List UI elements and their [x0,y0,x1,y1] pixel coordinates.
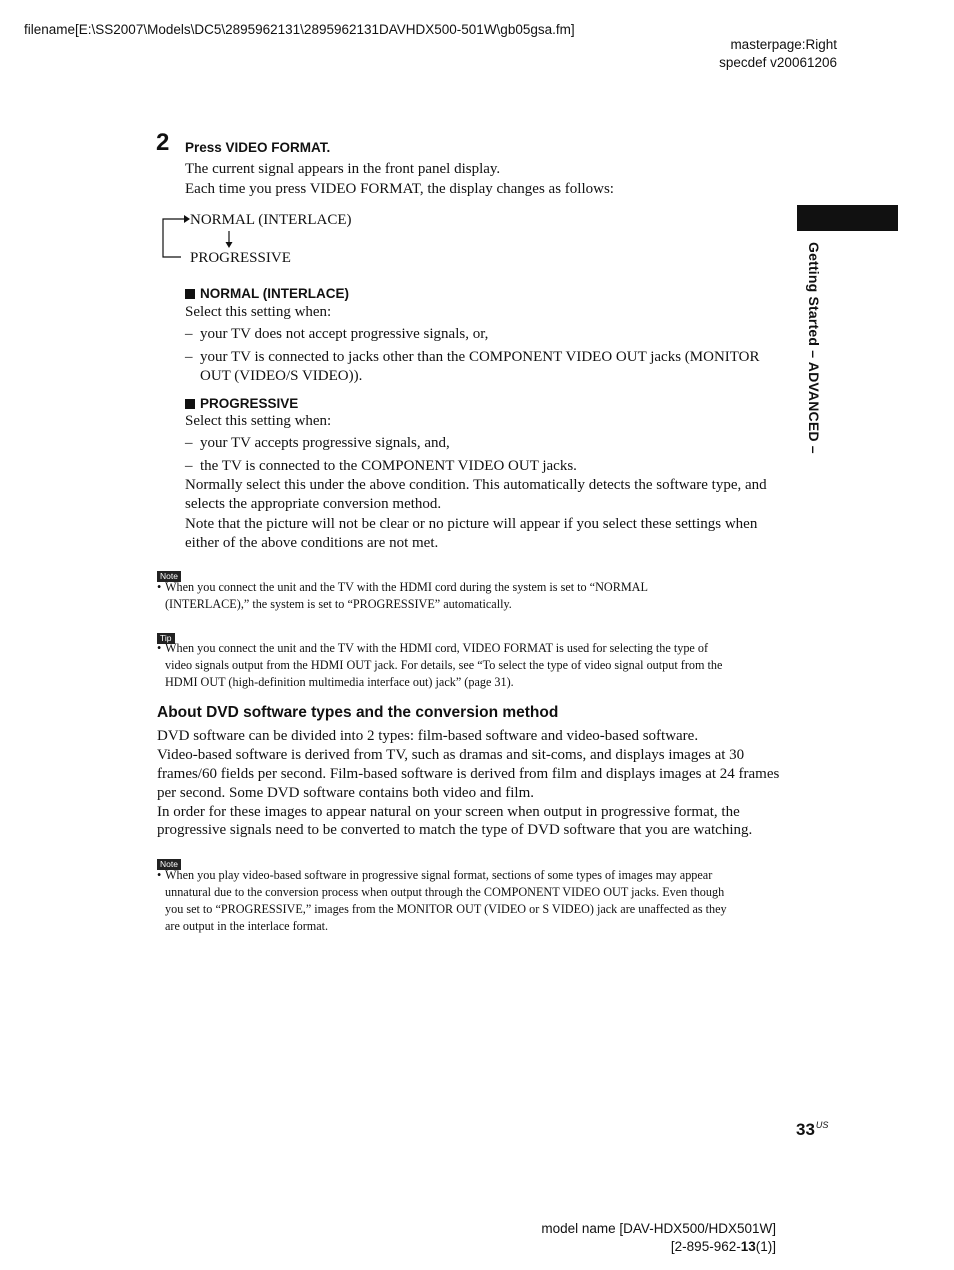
tip-text: • When you connect the unit and the TV with the HDMI cord, VIDEO FORMAT is used for selecting the type of video signals output from the HDMI OUT jack. For details, see “To select the type of video signal output from the HDMI OUT (high-definition multimedia interface out) jack” (page 31). [157,641,723,689]
sidebar-section-label: Getting Started – ADVANCED – [806,242,822,454]
section-line-3: frames/60 fields per second. Film-based software is derived from film and displays images at 24 frames [157,766,780,782]
page-number: $33^{US}$ [796,1120,829,1139]
down-arrow-icon [224,230,236,250]
normal-condition-1: – your TV does not accept progressive signals, or, [185,326,489,342]
progressive-intro: Select this setting when: [185,413,332,429]
note-1-text: • When you connect the unit and the TV with the HDMI cord during the system is set to “NORMAL (INTERLACE),” the system is set to “PROGRESSIVE” automatically. [157,580,648,611]
progressive-condition-2: – the TV is connected to the COMPONENT VIDEO OUT jacks. [185,458,577,474]
progressive-para-1-line-1: Normally select this under the above condition. This automatically detects the software type, and [185,477,767,493]
page-number-suffix: US [815,1120,829,1130]
section-line-4: per second. Some DVD software contains both video and film. [157,785,534,801]
progressive-condition-1: – your TV accepts progressive signals, and, [185,435,450,451]
normal-interlace-heading: NORMAL (INTERLACE) [185,285,349,302]
section-heading: About DVD software types and the conversion method [157,704,559,721]
diagram-normal-interlace: NORMAL (INTERLACE) [190,212,352,228]
normal-condition-2: – your TV is connected to jacks other than the COMPONENT VIDEO OUT jacks (MONITOR OUT (VIDEO/S VIDEO)). [185,349,760,384]
note-2-text: • When you play video-based software in progressive signal format, sections of some types of images may appear unnatural due to the conversion process when output through the COMPONENT VIDEO OUT jacks. Even though you set to “PROGRESSIVE,” images from the MONITOR OUT (VIDEO or S VIDEO) jack are unaffected as they are output in the interlace format. [157,868,727,933]
note-label: Note [157,566,181,584]
section-line-1: DVD software can be divided into 2 types: film-based software and video-based software. [157,728,699,744]
masterpage-header: masterpage:Right [730,37,837,52]
section-line-5: In order for these images to appear natural on your screen when output in progressive format, the [157,804,740,820]
step-line-2: Each time you press VIDEO FORMAT, the display changes as follows: [185,181,614,197]
specdef-header: specdef v20061206 [719,55,837,70]
note-2-label: Note [157,854,181,872]
normal-intro: Select this setting when: [185,304,332,320]
progressive-para-2-line-1: Note that the picture will not be clear or no picture will appear if you select these settings when [185,516,758,532]
square-bullet-icon [185,289,195,299]
progressive-heading: PROGRESSIVE [185,395,298,412]
progressive-para-1-line-2: selects the appropriate conversion method. [185,496,442,512]
diagram-progressive: PROGRESSIVE [190,250,291,266]
footer-model-name: model name [DAV-HDX500/HDX501W] [541,1221,776,1236]
filename-header: filename[E:\SS2007\Models\DC5\2895962131\2895962131DAVHDX500-501W\gb05gsa.fm] [24,22,575,37]
progressive-para-2-line-2: either of the above conditions are not met. [185,535,439,551]
square-bullet-icon [185,399,195,409]
section-tab-marker [797,205,898,231]
tip-label: Tip [157,628,175,646]
step-line-1: The current signal appears in the front panel display. [185,161,501,177]
section-line-2: Video-based software is derived from TV, such as dramas and sit-coms, and displays images at 30 [157,747,745,763]
footer-part-code: [2-895-962-13(1)] [670,1239,776,1254]
section-line-6: progressive signals need to be converted to match the type of DVD software that you are watching. [157,822,753,838]
step-number: 2 [156,129,170,156]
step-title: Press VIDEO FORMAT. [185,140,331,155]
